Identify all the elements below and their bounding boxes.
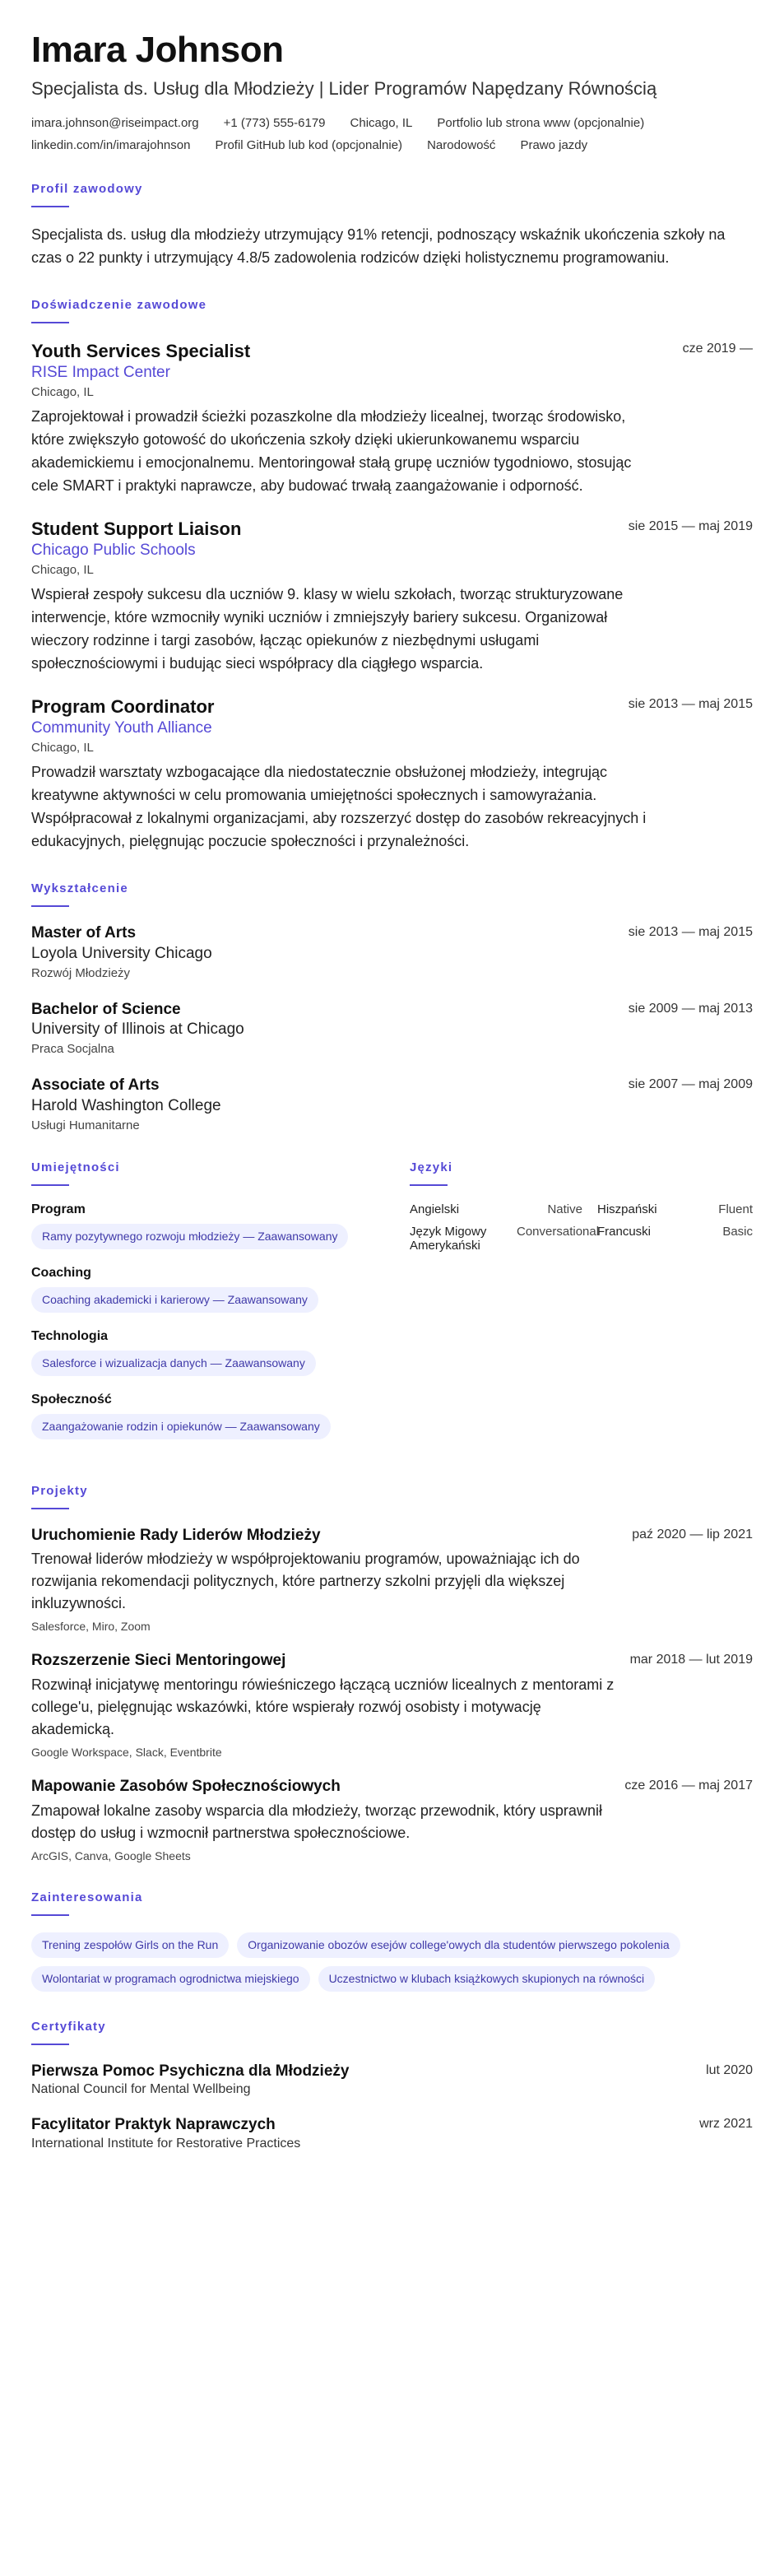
degree-title: Associate of Arts <box>31 1076 160 1095</box>
project-title: Mapowanie Zasobów Społecznościowych <box>31 1778 341 1796</box>
certificate-date: lut 2020 <box>706 2062 753 2077</box>
field-of-study: Rozwój Młodzieży <box>31 965 131 980</box>
contact-list <box>31 116 753 152</box>
skill-pill: Ramy pozytywnego rozwoju młodzieży — Zaawansowany <box>31 1224 348 1249</box>
job-location: Chicago, IL <box>31 563 94 578</box>
contact-linkedin[interactable]: linkedin.com/in/imarajohnson <box>31 137 191 152</box>
certificate-date: wrz 2021 <box>699 2117 753 2132</box>
person-name: Imara Johnson <box>31 30 284 70</box>
education-dates: sie 2007 — maj 2009 <box>628 1077 753 1092</box>
project-dates: cze 2016 — maj 2017 <box>624 1779 753 1793</box>
skill-group <box>31 1202 377 1249</box>
job-location: Chicago, IL <box>31 385 94 400</box>
education-entry <box>31 1000 753 1057</box>
profile-summary: Specjalista ds. usług dla młodzieży utrzymujący 91% retencji, podnoszący wskaźnik ukończenia szkoły na czas o 22 punkty i utrzymujący 4.8/5 zadowolenia rodziców dzięki holistycznemu programowaniu. <box>31 226 726 266</box>
certificate-entry <box>31 2062 753 2098</box>
contact-nationality: Narodowość <box>427 137 496 152</box>
section-heading: Profil zawodowy <box>31 181 143 196</box>
interest-list <box>31 1932 753 1992</box>
job-dates: cze 2019 — <box>682 341 753 356</box>
job-description: Zaprojektował i prowadził ścieżki pozaszkolne dla młodzieży licealnej, tworząc środowisko, które zwiększyło gotowość do ukończenia szkoły dzięki ukierunkowanemu wsparciu akademickiemu i emocjonalnemu. Mentoringował stałą grupę uczniów tygodniowo, stosując cele SMART i praktyki naprawcze, aby budować trwałą zaangażowanie i odporność. <box>31 408 632 494</box>
project-dates: mar 2018 — lut 2019 <box>629 1653 753 1667</box>
language-level: Fluent <box>718 1202 753 1216</box>
interests-section <box>31 1890 753 1992</box>
education-section <box>31 881 753 1132</box>
language-name: Hiszpański <box>597 1202 657 1216</box>
interest-pill: Trening zespołów Girls on the Run <box>31 1932 229 1958</box>
degree-title: Bachelor of Science <box>31 1000 181 1018</box>
section-heading: Certyfikaty <box>31 2019 106 2034</box>
language-level: Basic <box>722 1225 753 1239</box>
field-of-study: Praca Socjalna <box>31 1042 114 1057</box>
language-name: Język Migowy Amerykański <box>410 1225 487 1253</box>
school-name: University of Illinois at Chicago <box>31 1021 244 1039</box>
project-tech: Google Workspace, Slack, Eventbrite <box>31 1746 222 1760</box>
project-description: Trenował liderów młodzieży w współprojektowaniu programów, upoważniając ich do rozwijania rekomendacji politycznych, które partnerzy szkolni przyjęli dla większej inkluzywności. <box>31 1551 580 1612</box>
skills-section <box>31 1160 377 1456</box>
skill-category: Technologia <box>31 1328 109 1343</box>
contact-email[interactable]: imara.johnson@riseimpact.org <box>31 115 199 130</box>
project-entry <box>31 1526 753 1634</box>
section-heading: Projekty <box>31 1483 88 1498</box>
skills-languages-row <box>31 1160 753 1456</box>
certificate-entry <box>31 2115 753 2151</box>
job-description: Wspierał zespoły sukcesu dla uczniów 9. klasy w wielu szkołach, tworząc strukturyzowane interwencje, które wzmocniły wyniki uczniów i zmniejszyły bariery sukcesu. Organizował wieczory rodzinne i targi zasobów, łącząc opiekunów z niezbędnymi usługami społecznościowymi i budując sieci współpracy dla ciągłego wsparcia. <box>31 586 624 672</box>
project-title: Rozszerzenie Sieci Mentoringowej <box>31 1652 286 1670</box>
interest-pill: Wolontariat w programach ogrodnictwa miejskiego <box>31 1966 310 1992</box>
education-dates: sie 2009 — maj 2013 <box>628 1001 753 1016</box>
contact-portfolio[interactable]: Portfolio lub strona www (opcjonalnie) <box>437 115 645 130</box>
contact-location: Chicago, IL <box>350 115 413 130</box>
project-entry <box>31 1651 753 1759</box>
project-tech: Salesforce, Miro, Zoom <box>31 1620 151 1634</box>
contact-github[interactable]: Profil GitHub lub kod (opcjonalnie) <box>215 137 403 152</box>
certificate-title: Pierwsza Pomoc Psychiczna dla Młodzieży <box>31 2062 350 2080</box>
experience-entry <box>31 518 753 676</box>
skill-group <box>31 1393 377 1439</box>
person-title: Specjalista ds. Usług dla Młodzieży | Lider Programów Napędzany Równością <box>31 78 657 100</box>
school-name: Harold Washington College <box>31 1097 221 1114</box>
language-level: Conversational <box>517 1225 600 1239</box>
project-tech: ArcGIS, Canva, Google Sheets <box>31 1848 191 1862</box>
job-company: Chicago Public Schools <box>31 542 196 560</box>
education-entry <box>31 923 753 980</box>
project-description: Zmapował lokalne zasoby wsparcia dla młodzieży, tworząc przewodnik, który usprawnił dostęp do usług i wzmocnił partnerstwa społecznościowe. <box>31 1802 602 1841</box>
contact-driving-license: Prawo jazdy <box>520 137 588 152</box>
job-description: Prowadził warsztaty wzbogacające dla niedostatecznie obsłużonej młodzieży, integrując kreatywne aktywności w celu promowania umiejętności społecznych i samowyrażania. Współpracował z lokalnymi organizacjami, aby rozszerzyć dostęp do zasobów rekreacyjnych i edukacyjnych, pielęgnując poczucie społeczności i przynależności. <box>31 764 647 849</box>
skill-category: Coaching <box>31 1265 91 1280</box>
language-name: Francuski <box>597 1225 652 1239</box>
education-dates: sie 2013 — maj 2015 <box>628 924 753 939</box>
section-divider <box>31 1508 69 1509</box>
job-location: Chicago, IL <box>31 741 94 756</box>
certificate-issuer: International Institute for Restorative Practices <box>31 2137 301 2151</box>
language-list <box>410 1202 753 1253</box>
experience-entry <box>31 695 753 853</box>
resume-header <box>31 31 753 152</box>
languages-section <box>410 1160 753 1456</box>
section-heading: Umiejętności <box>31 1160 120 1174</box>
job-dates: sie 2013 — maj 2015 <box>628 696 753 711</box>
contact-phone[interactable]: +1 (773) 555-6179 <box>223 115 326 130</box>
skill-pill: Zaangażowanie rodzin i opiekunów — Zaawansowany <box>31 1414 331 1439</box>
section-heading: Doświadczenie zawodowe <box>31 297 207 312</box>
section-divider <box>31 322 69 323</box>
certificate-issuer: National Council for Mental Wellbeing <box>31 2082 251 2097</box>
job-title: Program Coordinator <box>31 695 215 717</box>
job-company: RISE Impact Center <box>31 364 170 382</box>
skill-category: Społeczność <box>31 1392 112 1407</box>
job-title: Student Support Liaison <box>31 518 242 539</box>
section-divider <box>31 905 69 907</box>
section-divider <box>410 1184 448 1186</box>
project-entry <box>31 1777 753 1862</box>
degree-title: Master of Arts <box>31 923 137 942</box>
project-dates: paź 2020 — lip 2021 <box>632 1527 753 1541</box>
skill-pill: Salesforce i wizualizacja danych — Zaawansowany <box>31 1351 316 1376</box>
certificates-section <box>31 2020 753 2152</box>
section-heading: Wykształcenie <box>31 881 128 895</box>
job-dates: sie 2015 — maj 2019 <box>628 518 753 533</box>
section-divider <box>31 2044 69 2045</box>
certificate-title: Facylitator Praktyk Naprawczych <box>31 2116 276 2134</box>
job-company: Community Youth Alliance <box>31 719 212 737</box>
school-name: Loyola University Chicago <box>31 944 212 962</box>
experience-entry <box>31 340 753 498</box>
section-divider <box>31 1914 69 1916</box>
language-level: Native <box>547 1202 582 1216</box>
skill-category: Program <box>31 1202 86 1216</box>
section-divider <box>31 206 69 207</box>
section-heading: Języki <box>410 1160 453 1174</box>
section-heading: Zainteresowania <box>31 1890 143 1904</box>
profile-section <box>31 182 753 270</box>
section-divider <box>31 1184 69 1186</box>
projects-section <box>31 1484 753 1862</box>
language-name: Angielski <box>410 1202 460 1216</box>
interest-pill: Uczestnictwo w klubach książkowych skupionych na równości <box>318 1966 656 1992</box>
skill-pill: Coaching akademicki i karierowy — Zaawansowany <box>31 1287 318 1313</box>
project-description: Rozwinął inicjatywę mentoringu rówieśniczego łączącą uczniów licealnych z mentorami z college'u, pielęgnując wskazówki, które wspierały rozwój osobisty i motywację akademicką. <box>31 1676 615 1738</box>
project-title: Uruchomienie Rady Liderów Młodzieży <box>31 1526 321 1544</box>
field-of-study: Usługi Humanitarne <box>31 1118 140 1132</box>
education-entry <box>31 1076 753 1132</box>
interest-pill: Organizowanie obozów esejów college'owych dla studentów pierwszego pokolenia <box>237 1932 680 1958</box>
skill-group <box>31 1329 377 1376</box>
job-title: Youth Services Specialist <box>31 340 251 361</box>
skill-group <box>31 1266 377 1313</box>
experience-section <box>31 298 753 853</box>
